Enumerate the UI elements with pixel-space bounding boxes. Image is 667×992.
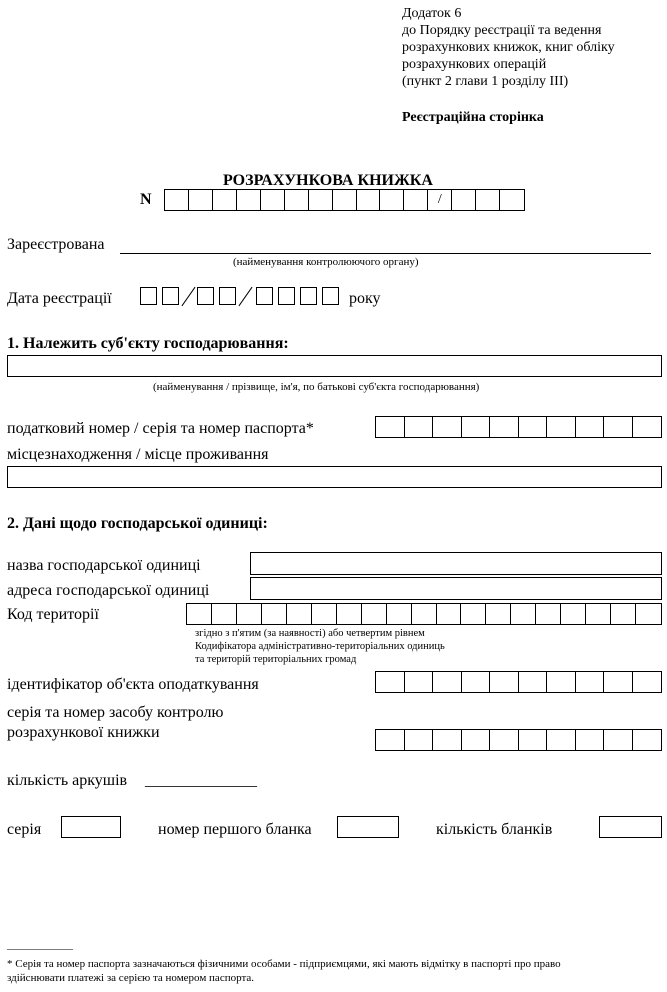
annex-line-4: розрахункових операцій bbox=[402, 57, 547, 72]
unit-address-label: адреса господарської одиниці bbox=[7, 582, 210, 599]
tax-number-cells[interactable] bbox=[375, 416, 662, 438]
reg-date-suffix: року bbox=[349, 290, 381, 307]
registered-label: Зареєстрована bbox=[7, 236, 105, 253]
control-label-2: розрахункової книжки bbox=[7, 724, 160, 741]
territory-note-1: згідно з п'ятим (за наявності) або четвертим рівнем bbox=[195, 628, 425, 639]
number-separator: / bbox=[428, 190, 452, 210]
registered-caption: (найменування контролюючого органу) bbox=[233, 256, 419, 268]
blanks-count-label: кількість бланків bbox=[436, 821, 553, 838]
section1-title: 1. Належить суб'єкту господарювання: bbox=[7, 335, 289, 352]
section2-title: 2. Дані щодо господарської одиниці: bbox=[7, 515, 268, 532]
annex-line-5: (пункт 2 глави 1 розділу III) bbox=[402, 74, 569, 89]
registered-authority-line[interactable] bbox=[120, 236, 651, 254]
annex-line-1: Додаток 6 bbox=[402, 6, 462, 21]
territory-note-3: та територій територіальних громад bbox=[195, 654, 357, 665]
unit-name-field[interactable] bbox=[250, 552, 662, 575]
territory-code-label: Код території bbox=[7, 606, 99, 623]
series-field[interactable] bbox=[61, 816, 121, 838]
control-number-cells[interactable] bbox=[375, 729, 662, 751]
footnote-text-2: здійснювати платежі за серією та номером паспорта. bbox=[7, 972, 255, 984]
tax-number-label: податковий номер / серія та номер паспорта* bbox=[7, 420, 314, 437]
tax-object-label: ідентифікатор об'єкта оподаткування bbox=[7, 676, 259, 693]
territory-code-cells[interactable] bbox=[186, 603, 662, 625]
book-number-cells[interactable] bbox=[164, 189, 525, 211]
reg-date-label: Дата реєстрації bbox=[7, 290, 112, 307]
series-label: серія bbox=[7, 821, 42, 838]
first-blank-field[interactable] bbox=[337, 816, 399, 838]
owner-name-caption: (найменування / прізвище, ім'я, по батькові суб'єкта господарювання) bbox=[153, 381, 480, 393]
first-blank-label: номер першого бланка bbox=[158, 821, 312, 838]
control-label-1: серія та номер засобу контролю bbox=[7, 704, 224, 721]
address-label: місцезнаходження / місце проживання bbox=[7, 446, 269, 463]
owner-address-field[interactable] bbox=[7, 466, 662, 488]
footnote-text-1: * Серія та номер паспорта зазначаються фізичними особами - підприємцями, які мають відмітку в паспорті про право bbox=[7, 958, 561, 970]
sheets-label: кількість аркушів bbox=[7, 772, 128, 789]
territory-note-2: Кодифікатора адміністративно-територіальних одиниць bbox=[195, 641, 445, 652]
annex-line-3: розрахункових книжок, книг обліку bbox=[402, 40, 615, 55]
owner-name-field[interactable] bbox=[7, 355, 662, 377]
book-title: РОЗРАХУНКОВА КНИЖКА bbox=[223, 172, 433, 189]
number-label: N bbox=[140, 191, 152, 208]
footnote-rule: ____________ bbox=[7, 939, 73, 951]
blanks-count-field[interactable] bbox=[599, 816, 662, 838]
annex-line-2: до Порядку реєстрації та ведення bbox=[402, 23, 602, 38]
page-title: Реєстраційна сторінка bbox=[402, 110, 544, 125]
unit-name-label: назва господарської одиниці bbox=[7, 557, 201, 574]
unit-address-field[interactable] bbox=[250, 577, 662, 600]
tax-object-cells[interactable] bbox=[375, 671, 662, 693]
sheets-blank[interactable]: ______________ bbox=[145, 772, 257, 789]
